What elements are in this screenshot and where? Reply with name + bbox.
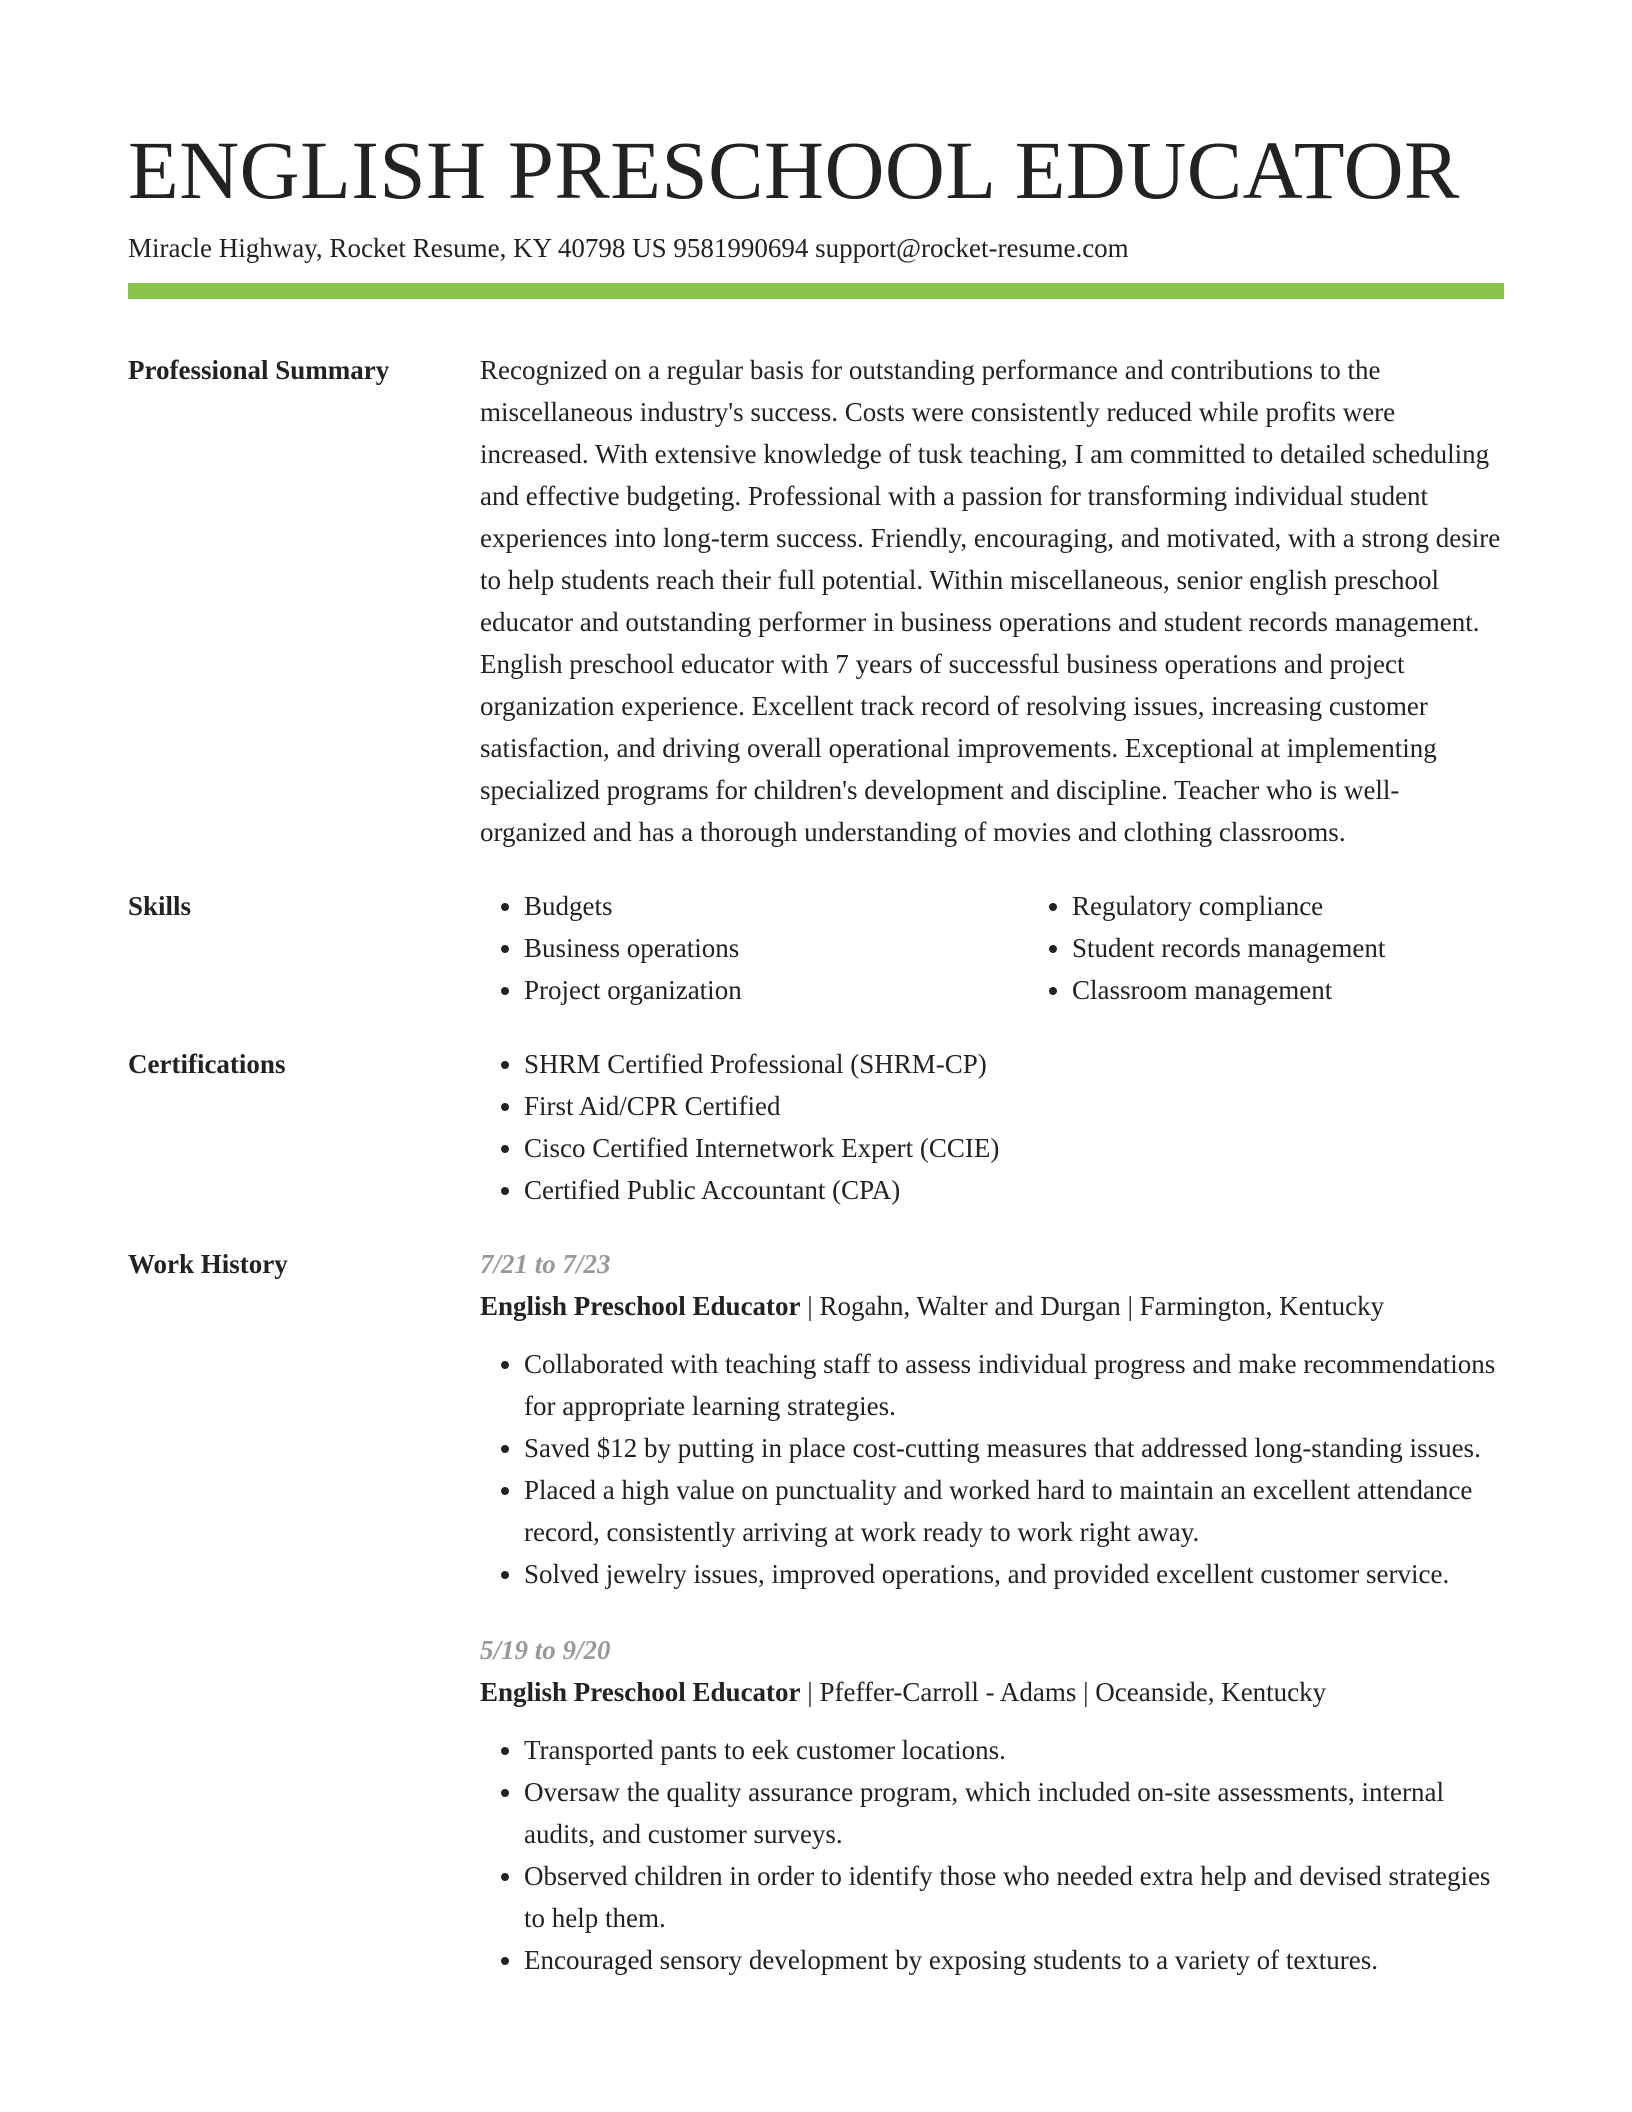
job-company: | Rogahn, Walter and Durgan: [801, 1291, 1121, 1321]
job-header: [480, 1285, 1504, 1327]
contact-phone: 9581990694: [673, 233, 809, 263]
list-item: • Oversaw the quality assurance program, which included on-site assessments, internal audits, and customer surveys.: [524, 1771, 1504, 1855]
list-item: • Budgets: [524, 885, 1028, 927]
list-item: • Transported pants to eek customer locations.: [524, 1729, 1504, 1771]
candidate-name: ENGLISH PRESCHOOL EDUCATOR: [128, 124, 1460, 216]
header-divider: [128, 283, 1504, 299]
list-item: • Certified Public Accountant (CPA): [524, 1169, 1504, 1211]
section-heading: Professional Summary: [128, 355, 390, 385]
list-item: • Saved $12 by putting in place cost-cutting measures that addressed long-standing issues.: [524, 1427, 1504, 1469]
job-entry: [480, 1243, 1504, 1595]
summary-section: [128, 349, 1504, 853]
contact-email: support@rocket-resume.com: [815, 233, 1129, 263]
list-item: • Student records management: [1072, 927, 1576, 969]
certifications-body: [480, 1043, 1504, 1211]
skills-section: [128, 885, 1504, 1011]
certifications-list: [480, 1043, 1504, 1211]
job-entry: [480, 1629, 1504, 1981]
list-item: • Encouraged sensory development by exposing students to a variety of textures.: [524, 1939, 1504, 1981]
skills-list-left: [480, 885, 1028, 1011]
list-item: • Cisco Certified Internetwork Expert (CCIE): [524, 1127, 1504, 1169]
list-item: • Solved jewelry issues, improved operations, and provided excellent customer service.: [524, 1553, 1504, 1595]
section-heading: Skills: [128, 891, 192, 921]
section-heading: Work History: [128, 1249, 288, 1279]
certifications-section: [128, 1043, 1504, 1211]
job-title: English Preschool Educator: [480, 1291, 801, 1321]
job-dates: 7/21 to 7/23: [480, 1249, 611, 1279]
list-item: • Placed a high value on punctuality and worked hard to maintain an excellent attendance record, consistently arriving at work ready to work right away.: [524, 1469, 1504, 1553]
list-item: • Collaborated with teaching staff to assess individual progress and make recommendations for appropriate learning strategies.: [524, 1343, 1504, 1427]
list-item: • Business operations: [524, 927, 1028, 969]
skills-grid: [480, 885, 1576, 1011]
list-item: • First Aid/CPR Certified: [524, 1085, 1504, 1127]
summary-text: Recognized on a regular basis for outstanding performance and contributions to the miscellaneous industry's success. Costs were consistently reduced while profits were increased. With extensive knowledge of tusk teaching, I am committed to detailed scheduling and effective budgeting. Professional with a passion for transforming individual student experiences into long-term success. Friendly, encouraging, and motivated, with a strong desire to help students reach their full potential. Within miscellaneous, senior english preschool educator and outstanding performer in business operations and student records management. English preschool educator with 7 years of successful business operations and project organization experience. Excellent track record of resolving issues, increasing customer satisfaction, and driving overall operational improvements. Exceptional at implementing specialized programs for children's development and discipline. Teacher who is well-organized and has a thorough understanding of movies and clothing classrooms.: [480, 355, 1501, 847]
job-duties-list: [480, 1343, 1504, 1595]
contact-address: Miracle Highway, Rocket Resume, KY 40798 US: [128, 233, 667, 263]
work-history-body: [480, 1243, 1504, 1981]
job-company: | Pfeffer-Carroll - Adams: [801, 1677, 1077, 1707]
job-duties-list: [480, 1729, 1504, 1981]
resume-page: [128, 120, 1504, 1981]
job-location: | Farmington, Kentucky: [1121, 1291, 1384, 1321]
section-heading: Certifications: [128, 1049, 286, 1079]
list-item: • Regulatory compliance: [1072, 885, 1576, 927]
contact-line: [128, 230, 1504, 266]
job-header: [480, 1671, 1504, 1713]
list-item: • Observed children in order to identify those who needed extra help and devised strategies to help them.: [524, 1855, 1504, 1939]
job-dates: 5/19 to 9/20: [480, 1635, 611, 1665]
skills-list-right: [1028, 885, 1576, 1011]
list-item: • Classroom management: [1072, 969, 1576, 1011]
list-item: • SHRM Certified Professional (SHRM-CP): [524, 1043, 1504, 1085]
list-item: • Project organization: [524, 969, 1028, 1011]
job-title: English Preschool Educator: [480, 1677, 801, 1707]
work-history-section: [128, 1243, 1504, 1981]
job-location: | Oceanside, Kentucky: [1076, 1677, 1326, 1707]
